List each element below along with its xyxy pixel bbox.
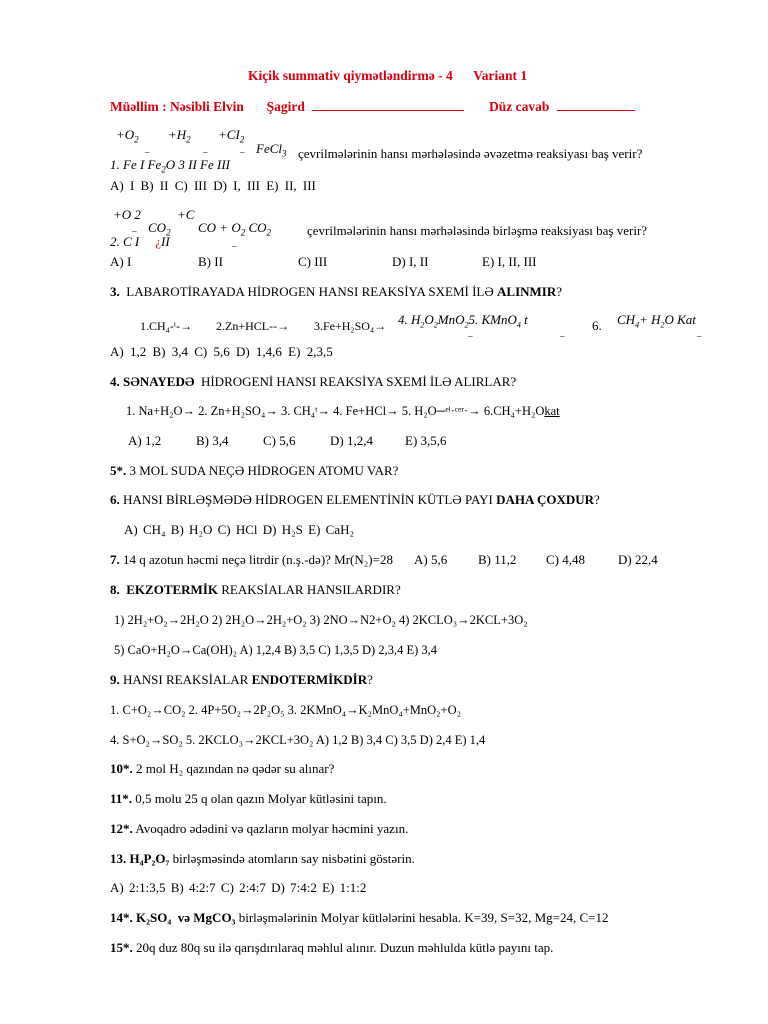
q2-arrow-mark-2: – bbox=[232, 241, 237, 251]
q4-option-e: E) 3,5,6 bbox=[405, 433, 447, 448]
q2-option-d: D) I, II bbox=[392, 254, 429, 269]
q3-scheme-6-label: 6. bbox=[592, 318, 602, 333]
q3-arrow-mark-2: – bbox=[560, 331, 565, 341]
correct-answer-field[interactable] bbox=[557, 98, 635, 111]
q1-scheme: 1. Fe I $Fe_2O$ 3 II Fe III bbox=[110, 157, 231, 175]
q1-reagent-o2: $+O_2$ bbox=[116, 127, 139, 145]
q13-heading: 13. H₄P₂O₇ birləşməsində atomların say nisbətini göstərin. bbox=[110, 851, 415, 866]
q2-reagent-c: +C bbox=[177, 207, 195, 222]
q13-options: A) 2:1:3,5 B) 4:2:7 C) 2:4:7 D) 7:4:2 E) 1:1:2 bbox=[110, 880, 367, 895]
question-10: 10*. 2 mol H₂ qazından nə qədər su alınar? bbox=[110, 761, 335, 776]
correct-label: Düz cavab bbox=[489, 99, 550, 114]
q2-arrow-mark-1: – bbox=[132, 226, 137, 236]
q2-co-o2-co2: CO + $O_2$ $CO_2$ bbox=[198, 220, 272, 238]
variant-text: Variant 1 bbox=[473, 68, 528, 83]
q4-option-c: C) 5,6 bbox=[263, 433, 296, 448]
q3-arrow-mark-1: – bbox=[468, 331, 473, 341]
q3-scheme-6: $CH_4+ H_2O$ Kat bbox=[617, 312, 696, 330]
q1-reagent-cl2: $+CI_2$ bbox=[218, 127, 245, 145]
q1-arrow-mark-1: – bbox=[145, 147, 150, 157]
q2-option-c: C) III bbox=[298, 254, 328, 269]
q4-schemes: 1. Na+H₂O→ 2. Zn+H₂SO₄→ 3. CH₄ᵗ→ 4. Fe+HCl→ 5. H₂O─ᵉˡ·ᶜᵉʳ·→ 6.CH₄+H₂Okat bbox=[126, 404, 560, 418]
student-name-field[interactable] bbox=[312, 98, 464, 111]
q6-options: A) CH₄ B) H₂O C) HCl D) H₂S E) CaH₂ bbox=[124, 522, 355, 537]
q1-question-text: çevrilmələrinin hansı mərhələsində əvəzetmə reaksiyası baş verir? bbox=[298, 146, 643, 161]
q3-scheme-3: 3.Fe+H₂SO₄→ bbox=[314, 319, 387, 333]
title-text: Kiçik summativ qiymətləndirmə - 4 bbox=[248, 68, 453, 83]
teacher-label: Müəllim : Nəsibli Elvin bbox=[110, 99, 244, 114]
q1-arrow-mark-2: – bbox=[203, 147, 208, 157]
q3-scheme-2: 2.Zn+HCL--→ bbox=[216, 319, 290, 333]
q2-reagent-o2: +O 2 bbox=[113, 207, 141, 222]
q3-scheme-1: 1.CH₄-ᵗ-→ bbox=[140, 319, 193, 333]
q3-arrow-mark-3: – bbox=[697, 331, 702, 341]
question-14: 14*. K₂SO₄ və MgCO₃ birləşmələrinin Molyar kütlələrini hesabla. K=39, S=32, Mg=24, C=12 bbox=[110, 910, 609, 925]
q2-question-text: çevrilmələrinin hansı mərhələsində birləşmə reaksiyası baş verir? bbox=[307, 223, 648, 238]
q1-reagent-h2: $+H_2$ bbox=[168, 127, 191, 145]
q9-heading: 9. HANSI REAKSİALAR ENDOTERMİKDİR? bbox=[110, 672, 373, 687]
q6-heading: 6. HANSI BİRLƏŞMƏDƏ HİDROGEN ELEMENTİNİN KÜTLƏ PAYI DAHA ÇOXDUR? bbox=[110, 492, 600, 507]
q7-option-a: A) 5,6 bbox=[414, 552, 448, 567]
q2-option-b: B) II bbox=[198, 254, 223, 269]
q4-heading: 4. SƏNAYEDƏ HİDROGENİ HANSI REAKSİYA SXEMİ İLƏ ALIRLAR? bbox=[110, 374, 517, 389]
q7-heading: 7. 14 q azotun həcmi neçə litrdir (n.ş.-də)? Mr(N₂)=28 bbox=[110, 552, 393, 567]
question-12: 12*. Avoqadro ədədini və qazların molyar həcmini yazın. bbox=[110, 821, 409, 836]
q2-option-e: E) I, II, III bbox=[482, 254, 537, 269]
question-11: 11*. 0,5 molu 25 q olan qazın Molyar kütləsini tapın. bbox=[110, 791, 387, 806]
q7-option-c: C) 4,48 bbox=[546, 552, 585, 567]
header-info-row bbox=[110, 98, 635, 115]
q7-option-d: D) 22,4 bbox=[618, 552, 658, 567]
q2-option-a: A) I bbox=[110, 254, 132, 269]
q4-option-a: A) 1,2 bbox=[128, 433, 162, 448]
q2-scheme: 2. C I ¿II bbox=[110, 234, 170, 249]
page-title bbox=[248, 68, 527, 84]
q7-option-b: B) 11,2 bbox=[478, 552, 517, 567]
q8-heading: 8. EKZOTERMİK REAKSİALAR HANSILARDIR? bbox=[110, 582, 401, 597]
q1-arrow-mark-3: – bbox=[240, 147, 245, 157]
q4-option-d: D) 1,2,4 bbox=[330, 433, 373, 448]
q9-reactions: 1. C+O₂→CO₂ 2. 4P+5O₂→2P₂O₅ 3. 2KMnO₄→K₂MnO₄+MnO₂+O₂ bbox=[110, 703, 461, 717]
q1-product-fecl3: FeCl$_3$ bbox=[256, 141, 287, 159]
question-5: 5*. 3 MOL SUDA NEÇƏ HİDROGEN ATOMU VAR? bbox=[110, 463, 399, 478]
q3-heading: 3. LABAROTİRAYADA HİDROGEN HANSI REAKSİYA SXEMİ İLƏ ALINMIR? bbox=[110, 284, 563, 299]
q2-co2: $CO_2$ bbox=[148, 220, 171, 238]
q4-option-b: B) 3,4 bbox=[196, 433, 229, 448]
q3-options: A) 1,2 B) 3,4 C) 5,6 D) 1,4,6 E) 2,3,5 bbox=[110, 344, 333, 359]
q3-scheme-4-5: 4. $H_2O_2MnO_25$. KMnO$_4$ t bbox=[398, 312, 528, 330]
question-15: 15*. 20q duz 80q su ilə qarışdırılaraq məhlul alınır. Duzun məhlulda kütlə payını tap. bbox=[110, 940, 554, 955]
q1-options: A) I B) II C) III D) I, III E) II, III bbox=[110, 178, 316, 193]
q8-reactions: 1) 2H₂+O₂→2H₂O 2) 2H₂O→2H₂+O₂ 3) 2NO→N2+O₂ 4) 2KCLO₃→2KCL+3O₂ bbox=[114, 613, 528, 627]
student-label: Şagird bbox=[266, 99, 305, 114]
q9-options: 4. S+O₂→SO₂ 5. 2KCLO₃→2KCL+3O₂ A) 1,2 B) 3,4 C) 3,5 D) 2,4 E) 1,4 bbox=[110, 733, 486, 747]
q8-options: 5) CaO+H₂O→Ca(OH)₂ A) 1,2,4 B) 3,5 C) 1,3,5 D) 2,3,4 E) 3,4 bbox=[114, 643, 438, 657]
